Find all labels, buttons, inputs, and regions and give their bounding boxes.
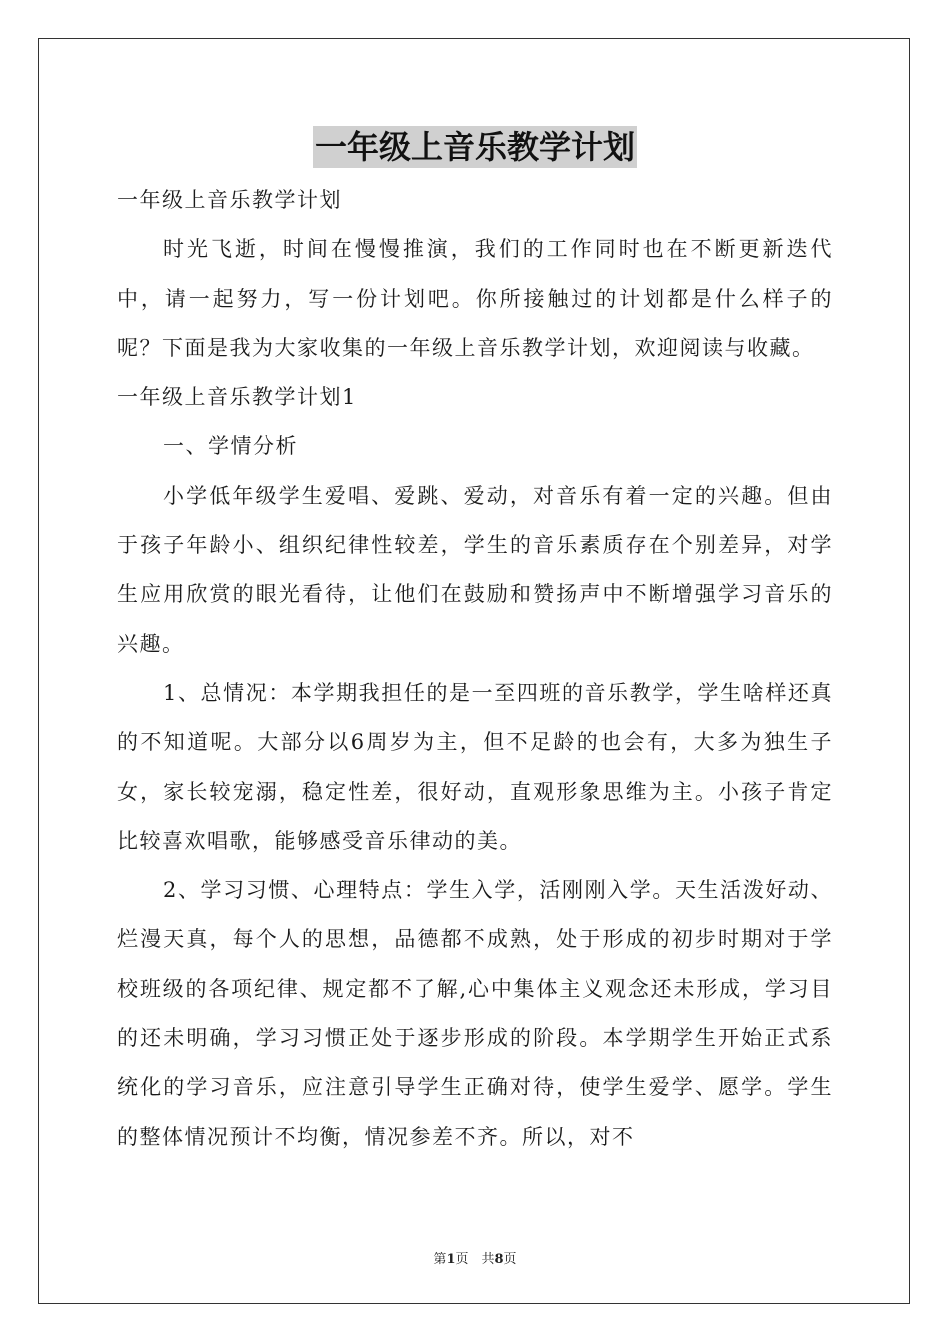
page-footer: [0, 1248, 950, 1267]
subsection-heading: 一、学情分析: [163, 434, 298, 459]
footer-prefix: 第: [433, 1252, 447, 1267]
footer-mid: 页 共: [455, 1252, 495, 1267]
document-title: 一年级上音乐教学计划: [314, 128, 635, 166]
paragraph: 小学低年级学生爱唱、爱跳、爱动，对音乐有着一定的兴趣。但由于孩子年龄小、组织纪律性较差，学生的音乐素质存在个别差异，对学生应用欣赏的眼光看待，让他们在鼓励和赞扬声中不断增强学习音乐的兴趣。: [117, 483, 833, 656]
paragraph: 1、总情况：本学期我担任的是一至四班的音乐教学，学生啥样还真的不知道呢。大部分以6周岁为主，但不足龄的也会有，大多为独生子女，家长较宠溺，稳定性差，很好动，直观形象思维为主。小孩子肯定比较喜欢唱歌，能够感受音乐律动的美。: [117, 680, 833, 853]
paragraph: 2、学习习惯、心理特点：学生入学，活刚刚入学。天生活泼好动、烂漫天真，每个人的思想，品德都不成熟，处于形成的初步时期对于学校班级的各项纪律、规定都不了解,心中集体主义观念还未形成，学习目的还未明确，学习习惯正处于逐步形成的阶段。本学期学生开始正式系统化的学习音乐，应注意引导学生正确对待，使学生爱学、愿学。学生的整体情况预计不均衡，情况参差不齐。所以，对不: [117, 878, 833, 1149]
paragraph: 一年级上音乐教学计划: [117, 188, 342, 212]
footer-suffix: 页: [503, 1252, 517, 1267]
document-body: [117, 176, 833, 1162]
current-page-number: 1: [446, 1252, 456, 1267]
total-page-count: 8: [494, 1252, 504, 1267]
paragraph: 时光飞逝，时间在慢慢推演，我们的工作同时也在不断更新迭代中，请一起努力，写一份计划吧。你所接触过的计划都是什么样子的呢？下面是我为大家收集的一年级上音乐教学计划，欢迎阅读与收藏。: [117, 237, 833, 360]
section-heading: 一年级上音乐教学计划1: [117, 385, 357, 410]
title-container: [0, 126, 950, 168]
